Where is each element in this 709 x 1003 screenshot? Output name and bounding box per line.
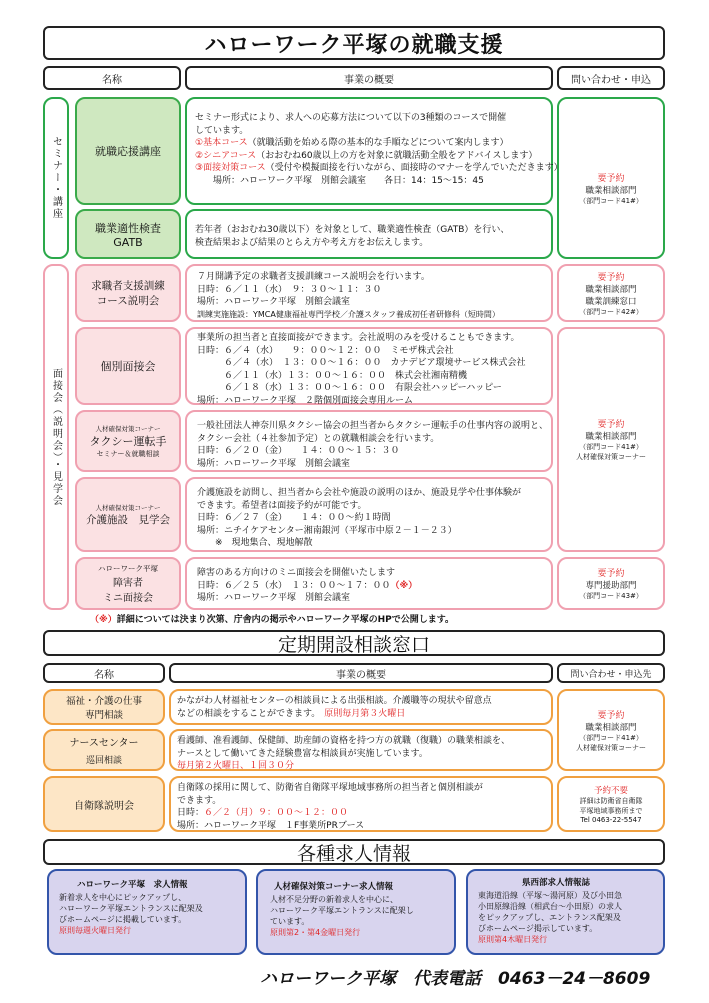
regular-title: 定期開設相談窓口 xyxy=(277,633,430,656)
summary-line: しています。 xyxy=(195,125,249,136)
regular-header-contact xyxy=(557,663,665,683)
summary-line: ６／１８（水）１３：００～１６：００ 有限会社ハッピーハッピー xyxy=(197,383,502,393)
course-name: ③面接対策コース xyxy=(195,163,266,173)
note-mark: （※） xyxy=(390,580,418,591)
summary-line: 日時：６／２０（金） １４：００～１５：３０ xyxy=(197,446,400,456)
contact-dept: 職業相談部門 xyxy=(585,284,637,295)
row-name-gatb-text2: GATB xyxy=(113,235,143,249)
course-desc: （就職活動を始める際の基本的な手順などについて案内します） xyxy=(247,138,509,148)
row-summary-shushoku xyxy=(185,97,563,205)
row-name-shogai-text1: 障害者 xyxy=(113,578,143,589)
jobs-box-line: ています。 xyxy=(270,916,310,926)
contact-tel: Tel 0463-22-5547 xyxy=(580,816,642,824)
window-name-kaigo xyxy=(43,689,165,725)
header-contact-label: 問い合わせ・申込 xyxy=(571,74,651,86)
section-seminar-label: セミナー・講座 xyxy=(50,136,62,220)
footer-phone: ハローワーク平塚 代表電話 0463－24－8609 xyxy=(260,969,651,989)
summary-line: 場所：ハローワーク平塚 別館会議室 xyxy=(197,458,351,469)
jobs-box-line: びホームページに掲載しています。 xyxy=(59,914,187,924)
title-box xyxy=(43,26,665,60)
summary-line: ６／４（水） １３：００～１６：００ カナデビア環境サービス株式会社 xyxy=(197,358,526,368)
row-summary-kaigo xyxy=(185,477,553,552)
contact-interview xyxy=(557,327,665,552)
summary-line: セミナー形式により、求人への応募方法について以下の3種類のコースで開催 xyxy=(195,113,507,123)
summary-date-label: 日時： xyxy=(177,808,205,818)
regular-header-name-label: 名称 xyxy=(94,669,114,681)
regular-header-contact-label: 問い合わせ・申込先 xyxy=(570,669,652,680)
row-name-taxi-sub: セミナー＆就職相談 xyxy=(96,449,160,458)
jobs-box-title: 人材確保対策コーナー求人情報 xyxy=(274,882,394,892)
contact-code: （部門コード42#） xyxy=(579,307,643,316)
summary-line: 場所：ハローワーク平塚 ２階個別面接会専用ルーム xyxy=(197,395,414,406)
page-title: ハローワーク平塚の就職支援 xyxy=(204,32,504,58)
jobs-box-hellowork xyxy=(47,869,247,955)
jobs-box-title: 県西部求人情報誌 xyxy=(522,878,591,888)
jobs-box-kenseibu xyxy=(466,869,665,955)
window-summary-nurse xyxy=(169,729,553,771)
jobs-box-line: 小田原線沿線（相武台～小田原）の求人 xyxy=(478,901,622,911)
row-summary-kunren xyxy=(185,264,553,322)
jobs-box-line: 新着求人を中心にピックアップし、 xyxy=(59,892,187,902)
summary-line: 場所：ニチイケアセンター湘南銀河（平塚市中原２－１－２３） xyxy=(197,525,457,536)
note-text: 詳細については決まり次第、庁舎内の掲示やハローワーク平塚のHPで公開します。 xyxy=(116,615,454,625)
summary-line: 場所：ハローワーク平塚 別館会議室 xyxy=(197,593,351,603)
contact-corner: 人材確保対策コーナー xyxy=(576,453,646,461)
row-name-gatb-text1: 職業適性検査 xyxy=(95,221,161,235)
contact-line: 詳細は防衛省自衛隊 xyxy=(579,797,643,805)
contact-dept: 職業訓練窓口 xyxy=(585,296,637,307)
jobs-box-line: 人材不足分野の新着求人を中心に、 xyxy=(270,894,398,904)
contact-req: 要予約 xyxy=(597,420,625,430)
contact-dept: 職業相談部門 xyxy=(585,185,637,196)
note-mark: （※） xyxy=(90,615,117,625)
row-name-shogai-text2: ミニ面接会 xyxy=(103,593,153,604)
summary-line: できます。希望者は面接予約が可能です。 xyxy=(197,500,367,511)
row-name-taxi-label: 人材確保対策コーナー xyxy=(95,424,161,433)
row-name-shushoku-text: 就職応援講座 xyxy=(95,145,161,158)
summary-red: 原則毎月第３火曜日 xyxy=(324,708,406,719)
header-summary xyxy=(185,66,553,90)
window-name-jieitai-text: 自衛隊説明会 xyxy=(74,800,134,812)
section-interview xyxy=(43,264,69,610)
window-name-jieitai xyxy=(43,776,165,832)
contact-dept: 職業相談部門 xyxy=(585,432,637,442)
summary-line: などの相談をすることができます。 xyxy=(177,708,321,719)
jobs-box-red: 原則毎週火曜日発行 xyxy=(59,925,131,935)
summary-line: 日時：６／２７（金） １４：００～約１時間 xyxy=(197,513,391,523)
window-name-nurse-text1: ナースセンター xyxy=(69,738,139,749)
contact-req: 予約不要 xyxy=(593,786,628,796)
section-interview-label: 面接会（説明会）・見学会 xyxy=(50,367,62,507)
row-name-kobetsu xyxy=(75,327,181,405)
contact-req: 要予約 xyxy=(597,272,625,283)
jobs-box-title: ハローワーク平塚 求人情報 xyxy=(77,880,188,890)
jobs-box-jinzai xyxy=(256,869,456,955)
window-name-nurse-text2: 巡回相談 xyxy=(85,756,122,766)
course-name: ②シニアコース xyxy=(195,150,257,161)
contact-line: 平塚地域事務所まで xyxy=(579,807,643,815)
header-name xyxy=(43,66,181,90)
row-name-taxi-text: タクシー運転手 xyxy=(89,434,167,448)
header-summary-label: 事業の概要 xyxy=(344,74,394,86)
summary-red: 毎月第２火曜日、１回３０分 xyxy=(177,761,295,771)
summary-line: 日時：６／２５（水） １３：００～１７：００ xyxy=(197,580,391,591)
header-name-label: 名称 xyxy=(102,74,122,86)
contact-dept: 専門援助部門 xyxy=(585,581,637,591)
summary-line: できます。 xyxy=(177,795,222,806)
summary-line: 検査結果および結果のとらえ方や考え方をお伝えします。 xyxy=(195,237,429,248)
summary-line: ※ 現地集合、現地解散 xyxy=(197,538,313,548)
summary-line: 障害のある方向けのミニ面接会を開催いたします xyxy=(197,568,396,578)
summary-line: 場所：ハローワーク平塚 別館会議室 xyxy=(197,297,351,307)
regular-header-name xyxy=(43,663,165,683)
row-name-shogai-label: ハローワーク平塚 xyxy=(98,564,158,573)
regular-title-box xyxy=(43,630,665,656)
regular-header-summary xyxy=(169,663,553,683)
summary-line: 自衛隊の採用に関して、防衛省自衛隊平塚地域事務所の担当者と個別相談が xyxy=(177,783,483,793)
jobs-box-line: をピックアップし、エントランス配架及 xyxy=(478,912,621,922)
course-desc: （おおむね60歳以上の方を対象に就職活動全般をアドバイスします） xyxy=(256,150,538,161)
summary-line: 若年者（おおむね30歳以下）を対象として、職業適性検査（GATB）を行い、 xyxy=(195,225,510,235)
summary-line: ７月開講予定の求職者支援訓練コース説明会を行います。 xyxy=(197,272,430,282)
summary-line: 日時：６／１１（水） ９：３０～１１：３０ xyxy=(197,284,382,295)
summary-line: 一般社団法人神奈川県タクシー協会の担当者からタクシー運転手の仕事内容の説明と、 xyxy=(197,421,549,431)
jobs-title-box xyxy=(43,839,665,865)
row-summary-kobetsu xyxy=(185,327,553,405)
jobs-box-line: ハローワーク平塚エントランスに配架及 xyxy=(59,903,203,913)
summary-red: ６／２（月）９：００～１２：００ xyxy=(204,808,349,818)
row-name-kunren-text2: コース説明会 xyxy=(96,295,160,307)
row-name-kaigo-text: 介護施設 見学会 xyxy=(86,513,170,526)
jobs-box-red: 原則第2・第4金曜日発行 xyxy=(270,927,361,937)
jobs-box-line: びホームページ掲示しています。 xyxy=(478,923,598,933)
note xyxy=(90,614,454,627)
summary-line: 場所：ハローワーク平塚 １F事業所PRブース xyxy=(177,820,365,831)
contact-req: 要予約 xyxy=(597,569,625,579)
row-name-shushoku xyxy=(75,97,181,205)
summary-line: 看護師、准看護師、保健師、助産師の資格を持つ方の就職（復職）の職業相談を、 xyxy=(177,736,511,746)
jobs-title: 各種求人情報 xyxy=(296,842,411,865)
row-name-kaigo xyxy=(75,477,181,552)
header-contact xyxy=(557,66,665,90)
contact-req: 要予約 xyxy=(597,710,625,721)
row-name-kobetsu-text: 個別面接会 xyxy=(100,360,156,373)
contact-code: （部門コード41#） xyxy=(579,443,643,451)
row-name-kunren-text1: 求職者支援訓練 xyxy=(91,280,165,292)
contact-dept: 職業相談部門 xyxy=(585,722,637,733)
course-name: ①基本コース xyxy=(195,138,248,148)
window-name-kaigo-text1: 福祉・介護の仕事 xyxy=(65,696,142,707)
window-summary-kaigo xyxy=(169,689,553,725)
course-desc: （受付や模擬面接を行いながら、面接時のマナーを学んでいただきます） xyxy=(265,163,563,173)
row-name-gatb xyxy=(75,209,181,259)
summary-line: 事業所の担当者と直接面接ができます。会社説明のみを受けることもできます。 xyxy=(197,333,520,343)
summary-place: 場所：ハローワーク平塚 別館会議室 各日：14：15～15：45 xyxy=(213,175,484,186)
window-name-nurse xyxy=(43,729,165,771)
summary-line: タクシー会社（４社参加予定）との就職相談会を行います。 xyxy=(197,433,440,444)
row-name-taxi xyxy=(75,410,181,472)
contact-jieitai xyxy=(557,776,665,832)
contact-kunren xyxy=(557,264,665,322)
regular-header-summary-label: 事業の概要 xyxy=(336,669,386,681)
contact-corner: 人材確保対策コーナー xyxy=(576,743,646,752)
summary-line: ６／１１（水）１３：００～１６：００ 株式会社湘南精機 xyxy=(197,370,468,381)
contact-code: （部門コード41#） xyxy=(579,196,643,205)
window-summary-jieitai xyxy=(169,776,553,832)
summary-line: ナースとして働いてきた経験豊富な相談員が実施しています。 xyxy=(177,748,428,759)
contact-req: 要予約 xyxy=(597,173,625,184)
row-summary-taxi xyxy=(185,410,553,472)
row-name-kunren xyxy=(75,264,181,322)
jobs-box-line: 東海道沿線（平塚～湯河原）及び小田急 xyxy=(478,890,622,900)
row-name-kaigo-label: 人材確保対策コーナー xyxy=(95,503,161,512)
summary-line: 介護施設を訪問し、担当者から会社や施設の説明のほか、施設見学や仕事体験が xyxy=(197,488,522,498)
summary-line: 訓練実施施設：YMCA健康福祉専門学校／介護スタッフ養成初任者研修科（短時間） xyxy=(197,309,500,319)
jobs-box-line: ハローワーク平塚エントランスに配架し xyxy=(270,905,414,915)
contact-code: （部門コード41#） xyxy=(579,733,643,742)
window-name-kaigo-text2: 専門相談 xyxy=(84,710,123,721)
row-summary-gatb xyxy=(185,209,553,259)
contact-seminar xyxy=(557,97,665,259)
section-seminar xyxy=(43,97,69,259)
row-name-shogai xyxy=(75,557,181,610)
contact-code: （部門コード43#） xyxy=(579,592,643,600)
row-summary-shogai xyxy=(185,557,553,610)
contact-regular xyxy=(557,689,665,771)
summary-line: 日時：６／４（水） ９：００～１２：００ ミモザ株式会社 xyxy=(197,345,454,356)
summary-line: かながわ人材福祉センターの相談員による出張相談。介護職等の現状や留意点 xyxy=(177,696,492,706)
contact-shogai xyxy=(557,557,665,610)
jobs-box-red: 原則第4木曜日発行 xyxy=(478,934,548,944)
